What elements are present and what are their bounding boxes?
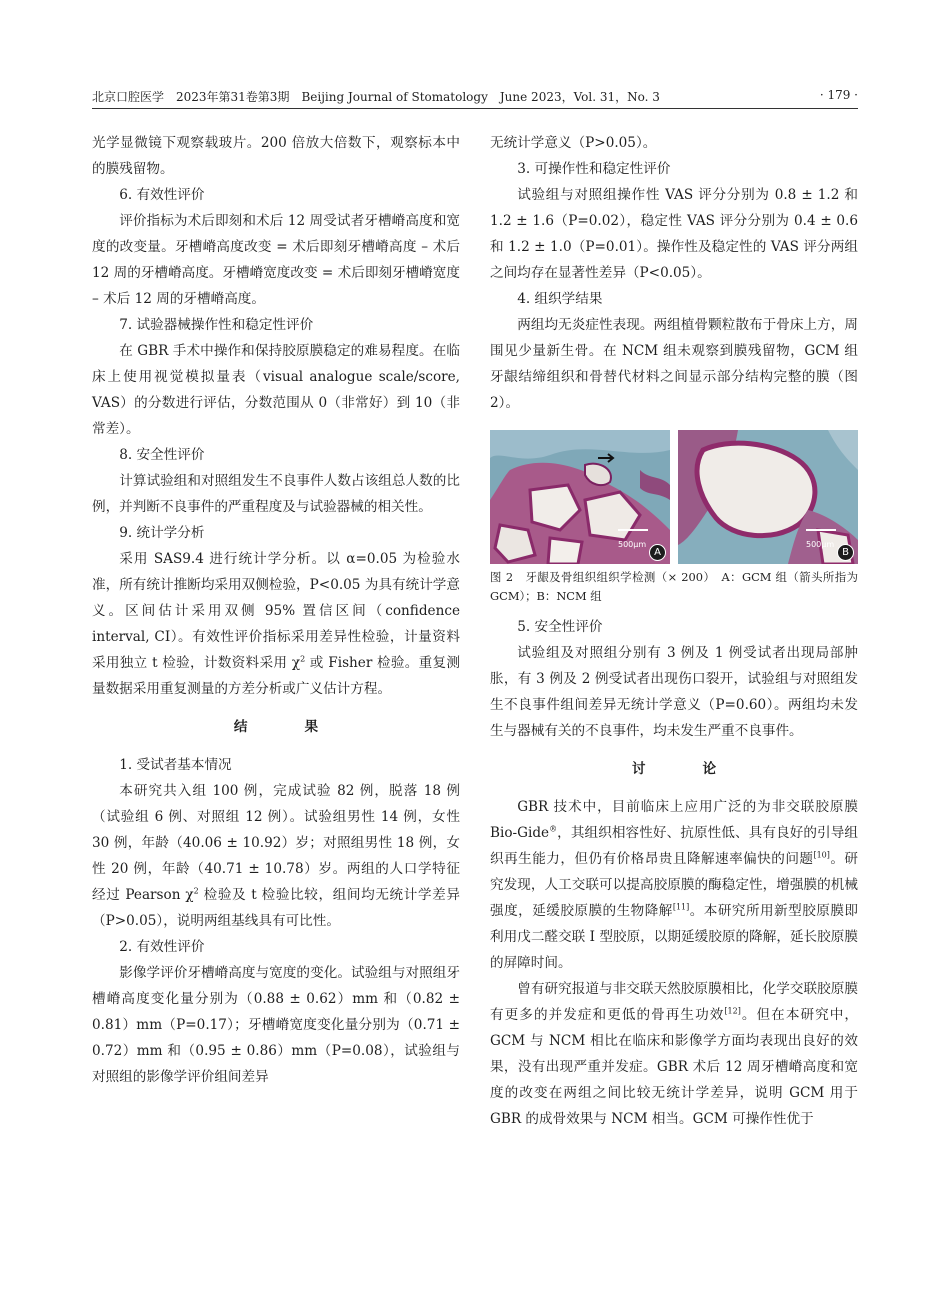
- paragraph: [490, 976, 858, 1132]
- paragraph: [92, 778, 460, 934]
- text-run: 或 Fisher 检验。重复测量数据采用重复测量的方差分析或广义估计方程。: [92, 655, 460, 697]
- scale-bar-a: [618, 529, 648, 558]
- superscript: 2: [300, 654, 306, 664]
- journal-info: 北京口腔医学 2023年第31卷第3期 Beijing Journal of Stomatology June 2023，Vol. 31，No. 3: [92, 90, 660, 104]
- citation: [11]: [672, 902, 690, 912]
- histology-image-b: [678, 430, 858, 564]
- text-run: 。但在本研究中，GCM 与 NCM 相比在临床和影像学方面均表现出良好的效果，没有出现严重并发症。GBR 术后 12 周牙槽嵴高度和宽度的改变在两组之间比较无统计学差异，说明 GCM 用于 GBR 的成骨效果与 NCM 相当。GCM 可操作性优于: [490, 1007, 859, 1127]
- paragraph: 评价指标为术后即刻和术后 12 周受试者牙槽嵴高度和宽度的改变量。牙槽嵴高度改变 = 术后即刻牙槽嵴高度 – 术后 12 周的牙槽嵴高度。牙槽嵴宽度改变 = 术后即刻牙槽嵴宽度 – 术后 12 周的牙槽嵴高度。: [92, 213, 460, 307]
- paragraph: [490, 794, 858, 976]
- running-header: [92, 86, 858, 109]
- section-heading: 5. 安全性评价: [517, 619, 603, 635]
- paragraph: 试验组与对照组操作性 VAS 评分分别为 0.8 ± 1.2 和 1.2 ± 1.6（P=0.02），稳定性 VAS 评分分别为 0.4 ± 0.6 和 1.2 ± 1.0（P=0.01）。操作性及稳定性的 VAS 评分两组之间均存在显著性差异（P<0.05）。: [490, 187, 858, 281]
- right-column: [490, 130, 858, 1132]
- section-heading: 9. 统计学分析: [119, 525, 205, 541]
- paragraph: 无统计学意义（P>0.05）。: [490, 135, 657, 151]
- section-heading: 8. 安全性评价: [119, 447, 205, 463]
- panel-label-b: B: [837, 544, 854, 561]
- paragraph: 光学显微镜下观察载玻片。200 倍放大倍数下，观察标本中的膜残留物。: [92, 135, 460, 177]
- page-number: · 179 ·: [819, 88, 858, 102]
- text-run: 检验及 t 检验比较，组间均无统计学差异（P>0.05），说明两组基线具有可比性。: [92, 887, 460, 929]
- section-heading: 7. 试验器械操作性和稳定性评价: [119, 317, 314, 333]
- paragraph: 两组均无炎症性表现。两组植骨颗粒散布于骨床上方，周围见少量新生骨。在 NCM 组未观察到膜残留物，GCM 组牙龈结缔组织和骨替代材料之间显示部分结构完整的膜（图 2）。: [490, 317, 858, 411]
- scale-label: 500μm: [618, 540, 647, 549]
- text-run: ，其组织相容性好、抗原性低、具有良好的引导组织再生能力，但仍有价格昂贵且降解速率偏快的问题: [490, 825, 858, 867]
- text-run: GBR 技术中，目前临床上应用广泛的为非交联胶原膜 Bio-Gide: [490, 799, 858, 841]
- scale-bar-b: [806, 529, 836, 558]
- text-run: 。本研究所用新型胶原膜即利用戊二醛交联 I 型胶原，以期延缓胶原的降解，延长胶原膜的屏障时间。: [490, 903, 859, 971]
- section-heading: 6. 有效性评价: [119, 187, 205, 203]
- paragraph: 影像学评价牙槽嵴高度与宽度的变化。试验组与对照组牙槽嵴高度变化量分别为（0.88 ± 0.62）mm 和（0.82 ± 0.81）mm（P=0.17）；牙槽嵴宽度变化量分别为（0.71 ± 0.72）mm 和（0.95 ± 0.86）mm（P=0.08），试验组与对照组的影像学评价组间差异: [92, 965, 460, 1085]
- text-run: 采用 SAS9.4 进行统计学分析。以 α=0.05 为检验水准，所有统计推断均采用双侧检验，P<0.05 为具有统计学意义。区间估计采用双侧 95% 置信区间（confidence interval, CI）。有效性评价指标采用差异性检验，计量资料采用独立 t 检验，计数资料采用 χ: [92, 551, 460, 671]
- figure-2: [490, 430, 858, 564]
- figure-caption: 图 2 牙龈及骨组织组织学检测（× 200） A：GCM 组（箭头所指为 GCM）；B：NCM 组: [490, 570, 858, 603]
- results-heading: 结 果: [233, 719, 340, 735]
- section-heading: 2. 有效性评价: [119, 939, 205, 955]
- paragraph: 试验组及对照组分别有 3 例及 1 例受试者出现局部肿胀，有 3 例及 2 例受试者出现伤口裂开，试验组与对照组发生不良事件组间差异无统计学意义（P=0.60）。两组均未发生与器械有关的不良事件，均未发生严重不良事件。: [490, 645, 858, 739]
- text-run: 本研究共入组 100 例，完成试验 82 例，脱落 18 例（试验组 6 例、对照组 12 例）。试验组男性 14 例，女性 30 例，年龄（40.06 ± 10.92）岁；对照组男性 18 例，女性 20 例，年龄（40.71 ± 10.78）岁。两组的人口学特征经过 Pearson χ: [92, 783, 460, 903]
- text-run: 曾有研究报道与非交联天然胶原膜相比，化学交联胶原膜有更多的并发症和更低的骨再生功效: [490, 981, 858, 1023]
- citation: [12]: [724, 1006, 741, 1016]
- scale-label: 500μm: [806, 540, 835, 549]
- superscript: 2: [193, 886, 199, 896]
- paragraph: 计算试验组和对照组发生不良事件人数占该组总人数的比例，并判断不良事件的严重程度及与试验器械的相关性。: [92, 473, 460, 515]
- citation: [10]: [813, 850, 830, 860]
- text-run: 。研究发现，人工交联可以提高胶原膜的酶稳定性，增强膜的机械强度，延缓胶原膜的生物降解: [490, 851, 859, 919]
- section-heading: 1. 受试者基本情况: [119, 757, 232, 773]
- left-column: [92, 130, 460, 1090]
- discussion-heading: 讨 论: [631, 761, 738, 777]
- section-heading: 4. 组织学结果: [517, 291, 603, 307]
- section-heading: 3. 可操作性和稳定性评价: [517, 161, 671, 177]
- superscript: ®: [549, 824, 558, 834]
- paragraph: [92, 546, 460, 702]
- histology-image-a: [490, 430, 670, 564]
- paragraph: 在 GBR 手术中操作和保持胶原膜稳定的难易程度。在临床上使用视觉模拟量表（visual analogue scale/score, VAS）的分数进行评估，分数范围从 0（非常好）到 10（非常差）。: [92, 343, 460, 437]
- panel-label-a: A: [649, 544, 666, 561]
